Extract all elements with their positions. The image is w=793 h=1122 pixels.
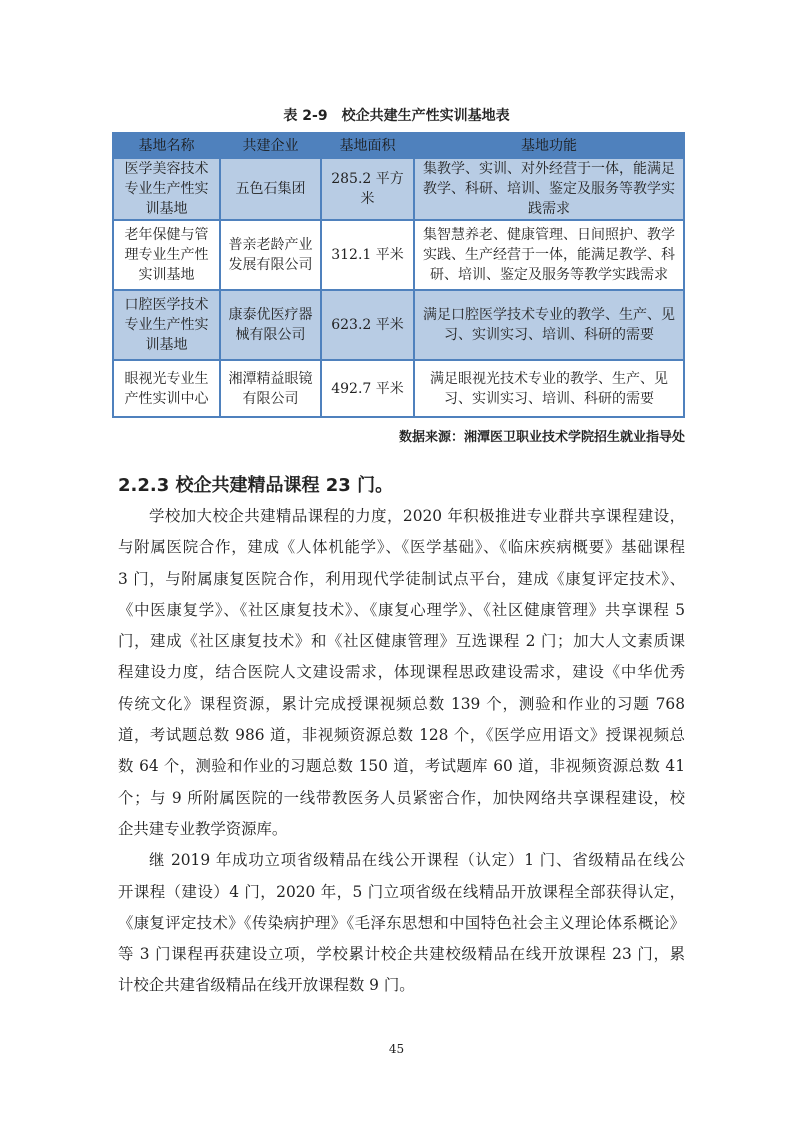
cell-function: 满足眼视光技术专业的教学、生产、见习、实训实习、培训、科研的需要 [414,360,684,417]
text-line: 与附属医院合作，建成《人体机能学》、《医学基础》、《临床疾病概要》基础课程 [118,538,685,557]
cell-function: 满足口腔医学技术专业的教学、生产、见习、实训实习、培训、科研的需要 [414,290,684,360]
cell-name: 医学美容技术专业生产性实训基地 [113,158,220,220]
text-line: 程建设力度，结合医院人文建设需求，体现课程思政建设需求，建设《中华优秀 [118,663,685,682]
header-cell: 基地面积 [321,133,414,158]
cell-function: 集智慧养老、健康管理、日间照护、教学实践、生产经营于一体，能满足教学、科研、培训、鉴定及服务等教学实践需求 [414,220,684,290]
data-source-note: 数据来源：湘潭医卫职业技术学院招生就业指导处 [398,430,685,445]
header-cell: 基地功能 [414,133,684,158]
text-line: 继 2019 年成功立项省级精品在线公开课程（认定）1 门、省级精品在线公 [149,851,685,870]
cell-area: 492.7 平米 [321,360,414,417]
table-row [113,360,684,417]
training-base-table [112,132,685,418]
cell-area: 312.1 平米 [321,220,414,290]
cell-area: 623.2 平米 [321,290,414,360]
section-heading: 2.2.3 校企共建精品课程 23 门。 [118,475,394,496]
table-row [113,290,684,360]
cell-company: 湘潭精益眼镜有限公司 [220,360,321,417]
cell-company: 五色石集团 [220,158,321,220]
text-line: 等 3 门课程再获建设立项，学校累计校企共建校级精品在线开放课程 23 门，累 [118,945,685,964]
table-row [113,220,684,290]
cell-function: 集教学、实训、对外经营于一体，能满足教学、科研、培训、鉴定及服务等教学实践需求 [414,158,684,220]
text-line: 门，建成《社区康复技术》和《社区健康管理》互选课程 2 门；加大人文素质课 [118,632,685,651]
cell-name: 口腔医学技术专业生产性实训基地 [113,290,220,360]
text-line: 开课程（建设）4 门，2020 年，5 门立项省级在线精品开放课程全部获得认定， [118,882,685,901]
header-cell: 基地名称 [113,133,220,158]
cell-name: 眼视光专业生产性实训中心 [113,360,220,417]
cell-company: 康泰优医疗器械有限公司 [220,290,321,360]
text-line: 传统文化》课程资源，累计完成授课视频总数 139 个，测验和作业的习题 768 [118,694,685,713]
table-caption: 表 2-9 校企共建生产性实训基地表 [283,108,510,124]
page-number: 45 [388,1042,405,1056]
table-row [113,158,684,220]
text-line: 企共建专业教学资源库。 [118,819,288,838]
table-header-row [113,133,684,158]
cell-area: 285.2 平方米 [321,158,414,220]
paragraph [118,501,685,1002]
text-line: 《中医康复学》、《社区康复技术》、《康复心理学》、《社区健康管理》共享课程 5 [118,600,685,619]
text-line: 个；与 9 所附属医院的一线带教医务人员紧密合作，加快网络共享课程建设，校 [118,788,685,807]
text-line: 学校加大校企共建精品课程的力度，2020 年积极推进专业群共享课程建设， [149,507,685,525]
text-line: 计校企共建省级精品在线开放课程数 9 门。 [118,976,415,995]
text-line: 道，考试题总数 986 道，非视频资源总数 128 个，《医学应用语文》授课视频总 [118,726,685,745]
text-line: 数 64 个，测验和作业的习题总数 150 道，考试题库 60 道，非视频资源总数 41 [118,757,685,776]
cell-name: 老年保健与管理专业生产性实训基地 [113,220,220,290]
cell-company: 普亲老龄产业发展有限公司 [220,220,321,290]
text-line: 《康复评定技术》《传染病护理》《毛泽东思想和中国特色社会主义理论体系概论》 [118,913,685,932]
header-cell: 共建企业 [220,133,321,158]
text-line: 3 门，与附属康复医院合作，利用现代学徒制试点平台，建成《康复评定技术》、 [118,569,685,588]
